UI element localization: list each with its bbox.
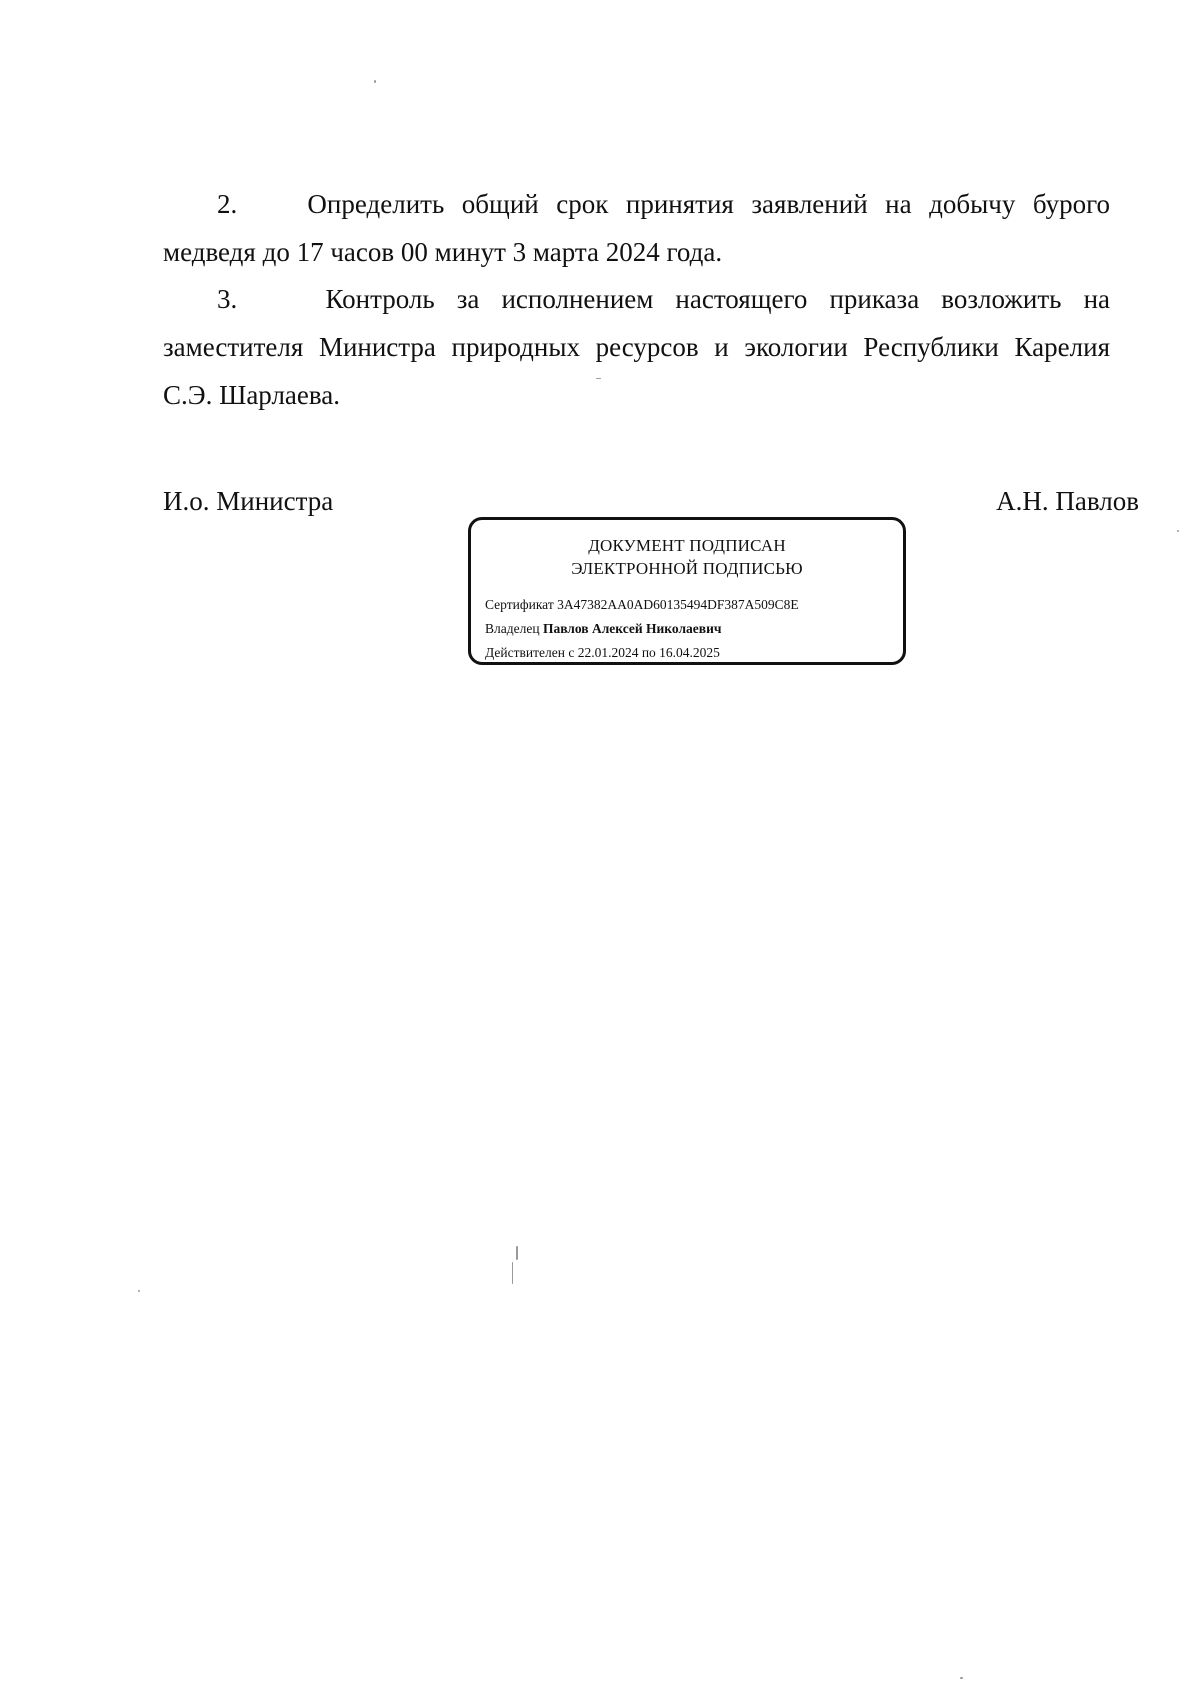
stamp-validity-row — [485, 644, 720, 662]
scan-speck — [374, 80, 376, 83]
signatory-role: И.о. Министра — [163, 486, 334, 516]
paragraph-2-number: 2. — [217, 189, 238, 219]
paragraph-2-text-1: Определить общий срок принятия заявлений на добычу бурого — [307, 189, 1110, 219]
scan-speck — [516, 1246, 518, 1260]
electronic-signature-stamp — [468, 517, 906, 665]
signatory-name: А.Н. Павлов — [996, 486, 1139, 516]
paragraph-3 — [163, 275, 1110, 419]
paragraph-3-text-1: Контроль за исполнением настоящего приказа возложить на — [325, 284, 1110, 314]
stamp-title-line-2: ЭЛЕКТРОННОЙ ПОДПИСЬЮ — [571, 559, 803, 578]
stamp-certificate-row — [485, 596, 799, 614]
stamp-owner-row — [485, 620, 721, 638]
paragraph-2-line-2: медведя до 17 часов 00 минут 3 марта 2024 года. — [163, 237, 723, 267]
scan-speck — [138, 1290, 140, 1292]
stamp-valid-to-prefix: по — [641, 645, 656, 660]
stamp-valid-to: 16.04.2025 — [659, 645, 720, 660]
scan-speck — [1177, 530, 1179, 532]
paragraph-3-line-3: С.Э. Шарлаева. — [163, 380, 341, 410]
stamp-title-line-1: ДОКУМЕНТ ПОДПИСАН — [588, 536, 786, 555]
stamp-valid-from: 22.01.2024 — [577, 645, 639, 660]
paragraph-3-line-2: заместителя Министра природных ресурсов и экологии Республики Карелия — [163, 332, 1110, 362]
paragraph-2 — [163, 180, 1110, 276]
stamp-valid-from-prefix: с — [568, 645, 575, 660]
stamp-certificate-label: Сертификат — [485, 597, 554, 612]
stamp-owner-value: Павлов Алексей Николаевич — [542, 621, 722, 636]
scan-speck — [512, 1262, 513, 1284]
stamp-valid-label: Действителен — [485, 645, 565, 660]
paragraph-2-line-1 — [163, 180, 1110, 228]
paragraph-3-line-1 — [163, 275, 1110, 323]
paragraph-3-number: 3. — [217, 284, 238, 314]
stamp-owner-label: Владелец — [485, 621, 540, 636]
scan-speck — [960, 1677, 963, 1679]
scan-speck — [596, 378, 601, 379]
stamp-certificate-value: 3A47382AA0AD60135494DF387A509C8E — [557, 597, 799, 612]
